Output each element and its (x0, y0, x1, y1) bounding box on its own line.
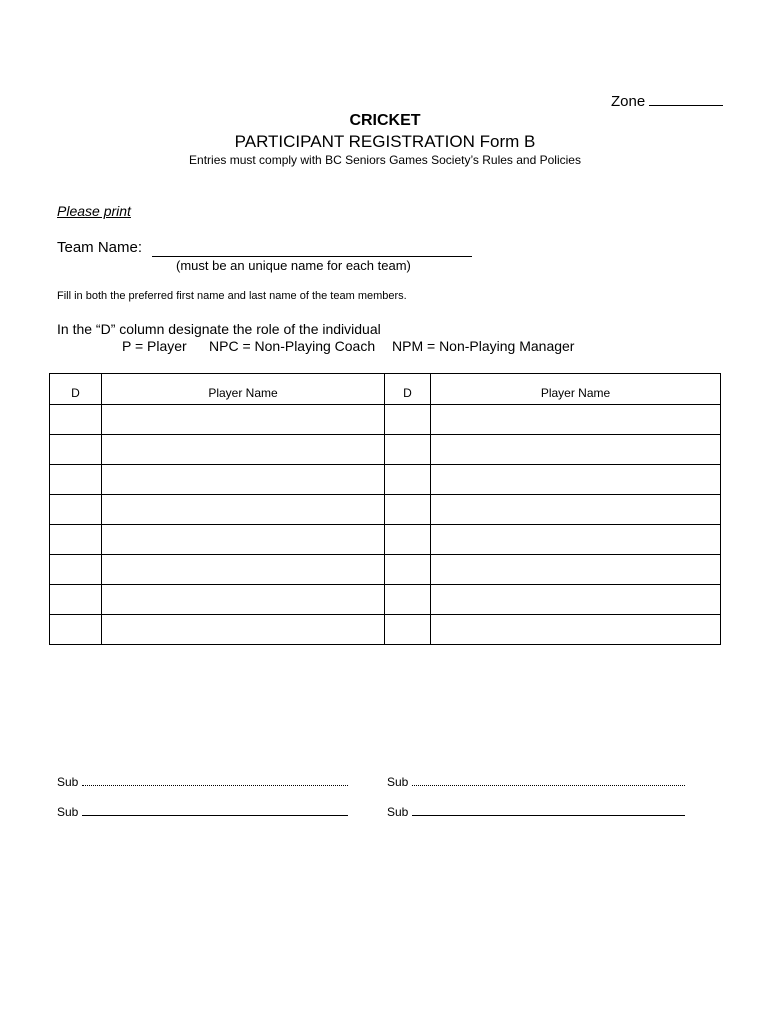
role-non-playing-coach: NPC = Non-Playing Coach (209, 338, 376, 354)
role-player: P = Player (122, 338, 187, 354)
zone-field[interactable] (611, 92, 723, 110)
table-row (50, 465, 721, 495)
form-subtitle: PARTICIPANT REGISTRATION Form B (234, 132, 536, 151)
sub-label: Sub (57, 775, 79, 789)
d-cell-left[interactable] (50, 435, 102, 465)
d-cell-left[interactable] (50, 405, 102, 435)
roster-body (50, 405, 721, 645)
player-name-cell-left[interactable] (102, 555, 385, 585)
compliance-note: Entries must comply with BC Seniors Games Society’s Rules and Policies (189, 153, 581, 167)
d-cell-right[interactable] (385, 555, 431, 585)
roster-table (49, 373, 721, 645)
player-name-cell-right[interactable] (431, 525, 721, 555)
sub-label: Sub (387, 805, 409, 819)
role-non-playing-manager: NPM = Non-Playing Manager (392, 338, 575, 354)
team-name-label: Team Name: (57, 239, 143, 256)
player-name-cell-left[interactable] (102, 525, 385, 555)
player-name-cell-left[interactable] (102, 615, 385, 645)
column-header-d-left: D (50, 374, 102, 405)
zone-blank[interactable] (649, 92, 723, 106)
player-name-cell-left[interactable] (102, 495, 385, 525)
sub-field-2[interactable] (387, 775, 685, 789)
player-name-cell-left[interactable] (102, 435, 385, 465)
d-cell-left[interactable] (50, 615, 102, 645)
zone-label: Zone (611, 93, 646, 110)
d-cell-right[interactable] (385, 435, 431, 465)
sub-line[interactable] (82, 814, 348, 816)
sub-line[interactable] (412, 784, 685, 786)
role-legend (122, 338, 574, 354)
table-row (50, 585, 721, 615)
table-row (50, 615, 721, 645)
d-cell-left[interactable] (50, 465, 102, 495)
d-cell-left[interactable] (50, 555, 102, 585)
d-cell-left[interactable] (50, 585, 102, 615)
sub-field-3[interactable] (57, 805, 348, 819)
form-title: CRICKET (349, 112, 421, 129)
sub-field-1[interactable] (57, 775, 348, 789)
sub-label: Sub (387, 775, 409, 789)
d-cell-left[interactable] (50, 495, 102, 525)
player-name-cell-right[interactable] (431, 615, 721, 645)
d-cell-right[interactable] (385, 495, 431, 525)
table-row (50, 495, 721, 525)
player-name-cell-right[interactable] (431, 555, 721, 585)
table-row (50, 435, 721, 465)
d-cell-right[interactable] (385, 465, 431, 495)
d-cell-left[interactable] (50, 525, 102, 555)
sub-line[interactable] (82, 784, 348, 786)
d-column-note: In the “D” column designate the role of the individual (57, 321, 381, 337)
sub-field-4[interactable] (387, 805, 685, 819)
team-name-hint: (must be an unique name for each team) (176, 258, 411, 273)
player-name-cell-right[interactable] (431, 435, 721, 465)
team-name-field[interactable] (152, 256, 472, 257)
d-cell-right[interactable] (385, 585, 431, 615)
player-name-cell-right[interactable] (431, 585, 721, 615)
player-name-cell-left[interactable] (102, 465, 385, 495)
d-cell-right[interactable] (385, 615, 431, 645)
column-header-player-name-left: Player Name (102, 374, 385, 405)
fill-in-note: Fill in both the preferred first name and last name of the team members. (57, 290, 407, 302)
d-cell-right[interactable] (385, 525, 431, 555)
table-row (50, 525, 721, 555)
table-row (50, 555, 721, 585)
d-cell-right[interactable] (385, 405, 431, 435)
player-name-cell-left[interactable] (102, 405, 385, 435)
player-name-cell-right[interactable] (431, 465, 721, 495)
please-print-note: Please print (57, 203, 131, 219)
player-name-cell-left[interactable] (102, 585, 385, 615)
column-header-player-name-right: Player Name (431, 374, 721, 405)
sub-label: Sub (57, 805, 79, 819)
column-header-d-right: D (385, 374, 431, 405)
player-name-cell-right[interactable] (431, 495, 721, 525)
player-name-cell-right[interactable] (431, 405, 721, 435)
sub-line[interactable] (412, 814, 685, 816)
table-row (50, 405, 721, 435)
roster-header-row (50, 374, 721, 405)
